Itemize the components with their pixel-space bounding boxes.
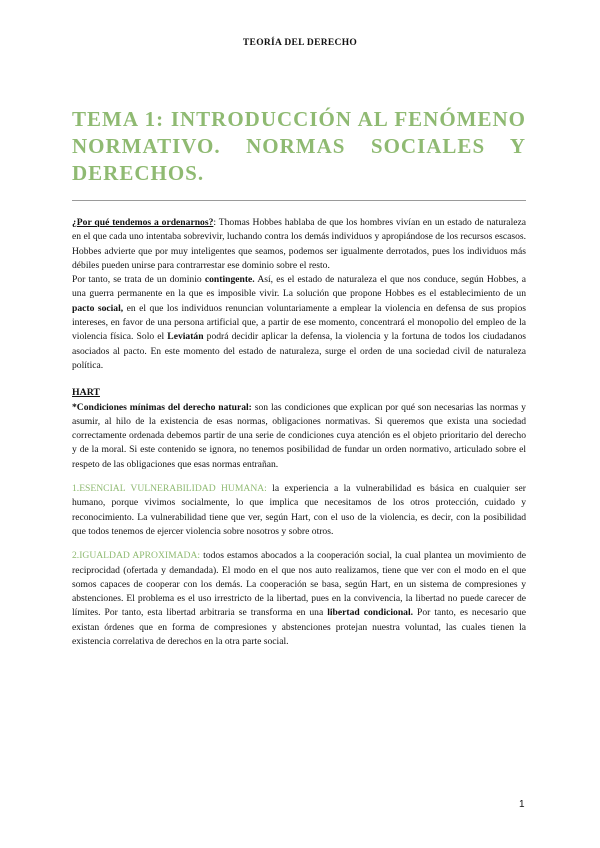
spacer <box>72 373 526 386</box>
page-number: 1 <box>519 799 525 810</box>
hart-heading: HART <box>72 387 100 399</box>
bold-term-pacto-social: pacto social, <box>72 302 124 314</box>
spacer <box>72 539 526 549</box>
paragraph-text: podrá decidir aplicar la defensa, la violencia y la fortuna de todos los ciudadanos asociados al pacto. En este momento del estado de naturaleza, surge el orden de una sociedad civil de naturaleza política. <box>72 331 526 371</box>
title-divider <box>72 200 526 201</box>
paragraph-hobbes-intro <box>72 216 526 273</box>
paragraph-text: la experiencia a la vulnerabilidad es básica en cualquier ser humano, porque vivimos socialmente, lo que implica que necesitamos de los otros protección, cuidado y reconocimiento. La vulnerabilidad tiene que ver, según Hart, con el uso de la violencia, es decir, con la posibilidad que todos tenemos de ejercer violencia sobre nosotros y sobre otros. <box>72 483 526 537</box>
paragraph-text: Así, es el estado de naturaleza el que nos conduce, según Hobbes, a una guerra permanente en la que es imposible vivir. La solución que propone Hobbes es el establecimiento de un <box>72 274 526 300</box>
spacer <box>72 472 526 482</box>
section-heading-hart <box>72 386 526 400</box>
bold-term-libertad-condicional: libertad condicional. <box>327 607 414 619</box>
section-label-vulnerabilidad: 1.ESENCIAL VULNERABILIDAD HUMANA: <box>72 483 267 495</box>
bold-term-contingente: contingente. <box>204 274 255 286</box>
paragraph-text: en el que los individuos renuncian voluntariamente a emplear la violencia en defensa de sus propios intereses, en favor de una persona artificial que, a partir de ese momento, concentrará el monopolio del empleo de la violencia física. Solo el <box>72 302 526 343</box>
section-label-igualdad: 2.IGUALDAD APROXIMADA: <box>72 550 201 562</box>
paragraph-hart-conditions <box>72 401 526 472</box>
page-title: TEMA 1: INTRODUCCIÓN AL FENÓMENO NORMATIVO. NORMAS SOCIALES Y DERECHOS. <box>72 107 526 185</box>
paragraph-text: son las condiciones que explican por qué son necesarias las normas y asumir, al hilo de la existencia de esas normas, obligaciones normativas. Si queremos que exista una sociedad correctamente ordenada debemos partir de una serie de condiciones cuya atención es el objeto prioritario del derecho y de la moral. Si este contenido se ignora, no tenemos posibilidad de fundar un orden normativo, articulado sobre el respeto de las obligaciones que esas normas entrañan. <box>72 401 526 470</box>
document-body <box>72 216 526 649</box>
paragraph-text: Por tanto, es necesario que existan órdenes que en forma de compresiones y abstenciones protejan nuestra voluntad, las cuales tienen la existencia correlativa de derechos en la otra parte social. <box>72 607 527 648</box>
running-header: TEORÍA DEL DERECHO <box>242 38 358 48</box>
question-lead: ¿Por qué tendemos a ordenarnos? <box>72 217 214 228</box>
paragraph-text: todos estamos abocados a la cooperación social, la cual plantea un movimiento de reciprocidad (ofertada y demandada). El modo en el que nos auto realizamos, tiene que ver con el modo en el que somos capaces de cooperar con los demás. La cooperación se basa, según Hart, en un sistema de compresiones y abstenciones. El problema es el uso irrestricto de la libertad, pues en la convivencia, la libertad no puede carecer de límites. Por tanto, esta libertad arbitraria se transforma en una <box>72 550 526 619</box>
paragraph-text: : Thomas Hobbes hablaba de que los hombres vivían en un estado de naturaleza en el que cada uno intentaba sobrevivir, luchando contra los demás individuos y apropiándose de los recursos escasos. Hobbes advierte que por muy inteligentes que seamos, podemos ser igualmente derrotados, pues los individuos más débiles pueden unirse para contrarrestar ese dominio sobre el resto. <box>72 217 527 271</box>
bold-term-leviatan: Leviatán <box>167 331 204 343</box>
paragraph-hobbes-pact <box>72 273 526 373</box>
paragraph-igualdad <box>72 549 526 649</box>
paragraph-vulnerabilidad <box>72 482 526 539</box>
paragraph-text: Por tanto, se trata de un dominio <box>72 274 205 286</box>
conditions-lead: *Condiciones mínimas del derecho natural: <box>72 401 252 413</box>
